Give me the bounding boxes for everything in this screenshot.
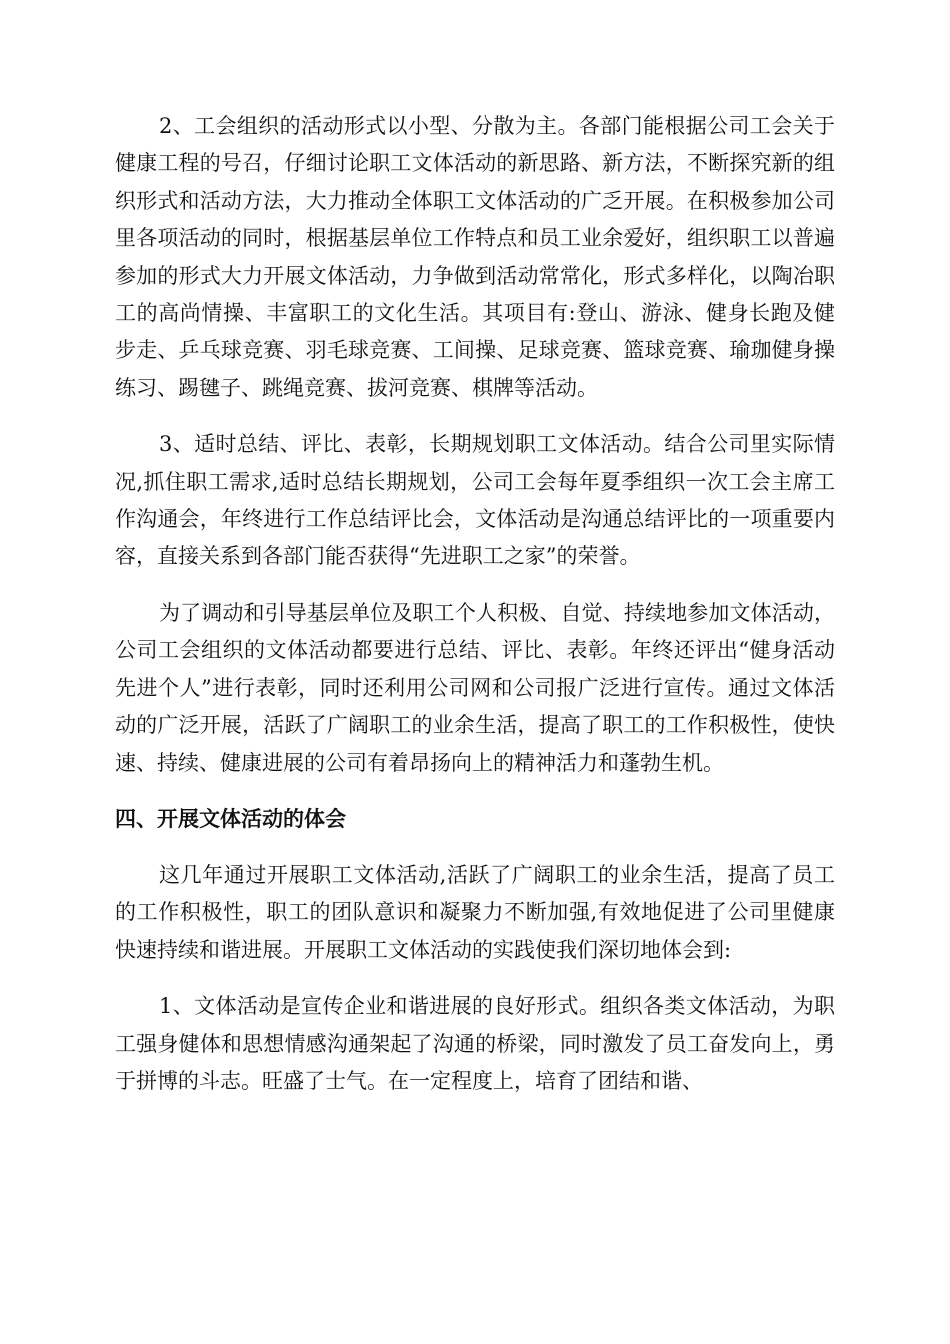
document-page bbox=[115, 108, 835, 1100]
paragraph-commendation: 为了调动和引导基层单位及职工个人积极、自觉、持续地参加文体活动，公司工会组织的文体活动都要进行总结、评比、表彰。年终还评出“健身活动先进个人”进行表彰，同时还利用公司网和公司报广泛进行宣传。通过文体活动的广泛开展，活跃了广阔职工的业余生活，提高了职工的工作积极性，使快速、持续、健康进展的公司有着昂扬向上的精神活力和蓬勃生机。 bbox=[115, 600, 835, 775]
section-heading: 四、开展文体活动的体会 bbox=[115, 806, 346, 831]
paragraph-experience-point-1: 1、文体活动是宣传企业和谐进展的良好形式。组织各类文体活动，为职工强身健体和思想情感沟通架起了沟通的桥梁，同时激发了员工奋发向上，勇于拼博的斗志。旺盛了士气。在一定程度上，培育了团结和谐、 bbox=[115, 994, 835, 1093]
paragraph-experience-intro: 这几年通过开展职工文体活动,活跃了广阔职工的业余生活，提高了员工的工作积极性，职工的团队意识和凝聚力不断加强,有效地促进了公司里健康快速持续和谐进展。开展职工文体活动的实践使我们深切地体会到: bbox=[115, 862, 835, 962]
paragraph-work-forms: 2、工会组织的活动形式以小型、分散为主。各部门能根据公司工会关于健康工程的号召，仔细讨论职工文体活动的新思路、新方法，不断探究新的组织形式和活动方法，大力推动全体职工文体活动的广乏开展。在积极参加公司里各项活动的同时，根据基层单位工作特点和员工业余爱好，组织职工以普遍参加的形式大力开展文体活动，力争做到活动常常化，形式多样化，以陶冶职工的高尚情操、丰富职工的文化生活。其项目有:登山、游泳、健身长跑及健步走、乒乓球竞赛、羽毛球竞赛、工间操、足球竞赛、篮球竞赛、瑜珈健身操练习、踢毽子、跳绳竞赛、拔河竞赛、棋牌等活动。 bbox=[115, 114, 835, 400]
paragraph-summary-evaluation: 3、适时总结、评比、表彰，长期规划职工文体活动。结合公司里实际情况,抓住职工需求,适时总结长期规划，公司工会每年夏季组织一次工会主席工作沟通会，年终进行工作总结评比会，文体活动是沟通总结评比的一项重要内容，直接关系到各部门能否获得“先进职工之家”的荣誉。 bbox=[115, 432, 835, 569]
